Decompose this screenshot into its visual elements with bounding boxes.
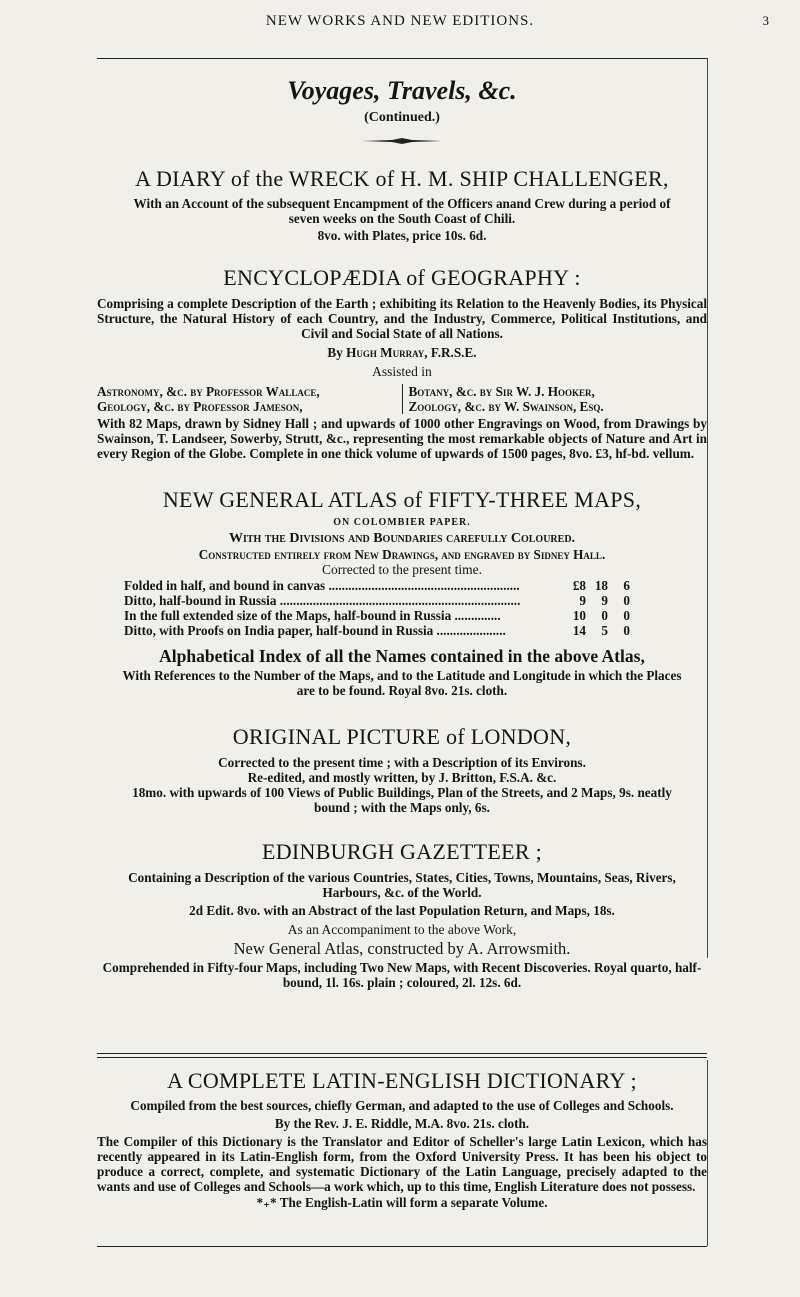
- entry-note: *₊* The English-Latin will form a separate Volume.: [256, 1195, 548, 1210]
- section-subtitle: (Continued.): [364, 110, 440, 125]
- index-description: With References to the Number of the Maps, and to the Latitude and Longitude in which the Places are to be found. Royal 8vo. 21s. cloth.: [122, 668, 682, 698]
- entry-line: With the Divisions and Boundaries carefully Coloured.: [228, 531, 576, 546]
- entry-line: 2d Edit. 8vo. with an Abstract of the last Population Return, and Maps, 18s.: [189, 903, 615, 918]
- price-pence: 0: [623, 608, 630, 623]
- entry-challenger: [97, 166, 707, 243]
- entry-encyclopaedia: [97, 265, 707, 461]
- contributor: Botany, &c. by Sir W. J. Hooker,: [408, 384, 595, 399]
- index-title: Alphabetical Index of all the Names contained in the above Atlas,: [159, 646, 645, 666]
- entry-line: Constructed entirely from New Drawings, and engraved by Sidney Hall.: [198, 547, 606, 562]
- entry-line: By the Rev. J. E. Riddle, M.A. 8vo. 21s. cloth.: [274, 1116, 530, 1131]
- page-body: [97, 76, 707, 1000]
- entry-line: Corrected to the present time ; with a Description of its Environs.: [218, 755, 586, 770]
- top-rule: [97, 58, 707, 59]
- entry-line: Containing a Description of the various Countries, States, Cities, Towns, Mountains, Seas, Rivers, Harbours, &c. of the World.: [128, 870, 676, 900]
- price-pence: 0: [623, 593, 630, 608]
- ornamental-rule-icon: [362, 138, 442, 144]
- entry-dictionary: [97, 1068, 707, 1210]
- bottom-rule: [97, 1246, 707, 1247]
- assisted-label: Assisted in: [372, 364, 432, 379]
- table-row: [124, 608, 630, 623]
- double-rule: [97, 1053, 707, 1058]
- page-number: 3: [762, 13, 770, 28]
- entry-line: Re-edited, and mostly written, by J. Britton, F.S.A. &c.: [247, 770, 557, 785]
- price-pence: 6: [623, 578, 630, 593]
- contributors: [97, 384, 707, 414]
- price-pence: 0: [623, 623, 630, 638]
- price-label: Ditto, half-bound in Russia .........................................................................: [124, 593, 521, 608]
- entry-title: ENCYCLOPÆDIA of GEOGRAPHY :: [223, 265, 581, 290]
- price-pounds: 14: [572, 623, 586, 638]
- entry-price: 8vo. with Plates, price 10s. 6d.: [317, 228, 487, 243]
- price-pounds: £8: [572, 578, 586, 593]
- price-shillings: 5: [601, 623, 608, 638]
- entry-body: The Compiler of this Dictionary is the Translator and Editor of Scheller's large Latin Lexicon, which has recently appeared in its Latin-English form, from the Oxford University Press. It has been his object to produce a correct, complete, and systematic Dictionary of the Latin Language, precisely adapted to the wants and use of Colleges and Schools—a work which, up to this time, English Literature does not possess.: [97, 1134, 707, 1194]
- price-shillings: 9: [601, 593, 608, 608]
- contributor: Astronomy, &c. by Professor Wallace,: [97, 384, 320, 399]
- entry-line: New General Atlas, constructed by A. Arrowsmith.: [233, 939, 571, 958]
- entry-subtitle: ON COLOMBIER PAPER.: [333, 517, 471, 528]
- entry-line: Comprehended in Fifty-four Maps, including Two New Maps, with Recent Discoveries. Royal quarto, half-bound, 1l. 16s. plain ; coloured, 2l. 12s. 6d.: [102, 960, 702, 990]
- contributor: Zoology, &c. by W. Swainson, Esq.: [408, 399, 604, 414]
- entry-description: Comprising a complete Description of the Earth ; exhibiting its Relation to the Heavenly Bodies, its Physical Structure, the Natural History of each Country, and the Industry, Commerce, Political Institutions, and Civil and Social State of all Nations.: [97, 296, 707, 341]
- page-body-lower: [97, 1068, 707, 1210]
- contributor: Geology, &c. by Professor Jameson,: [97, 399, 303, 414]
- entry-body: With 82 Maps, drawn by Sidney Hall ; and upwards of 1000 other Engravings on Wood, from Drawings by Swainson, T. Landseer, Sowerby, Strutt, &c., representing the most remarkable objects of Nature and Art in every Region of the Globe. Complete in one thick volume of upwards of 1500 pages, 8vo. £3, hf-bd. vellum.: [97, 416, 707, 461]
- entry-description: With an Account of the subsequent Encampment of the Officers anand Crew during a period of seven weeks on the South Coast of Chili.: [133, 196, 671, 226]
- table-row: [124, 593, 630, 608]
- running-header: [0, 13, 800, 30]
- price-pounds: 9: [579, 593, 586, 608]
- entry-gazetteer: [97, 839, 707, 990]
- entry-title: EDINBURGH GAZETTEER ;: [261, 839, 543, 864]
- entry-line: Compiled from the best sources, chiefly German, and adapted to the use of Colleges and Schools.: [130, 1098, 674, 1113]
- entry-title: A COMPLETE LATIN-ENGLISH DICTIONARY ;: [167, 1068, 637, 1093]
- price-table: [124, 578, 630, 638]
- price-label: In the full extended size of the Maps, half-bound in Russia ..............: [124, 608, 501, 623]
- price-label: Ditto, with Proofs on India paper, half-bound in Russia .....................: [124, 623, 506, 638]
- right-margin-line: [707, 58, 708, 958]
- price-pounds: 10: [572, 608, 586, 623]
- price-shillings: 0: [601, 608, 608, 623]
- price-shillings: 18: [594, 578, 608, 593]
- entry-title: A DIARY of the WRECK of H. M. SHIP CHALLENGER,: [135, 166, 669, 191]
- entry-atlas: [97, 487, 707, 698]
- price-label: Folded in half, and bound in canvas ..........................................................: [124, 578, 520, 593]
- table-row: [124, 623, 630, 638]
- entry-author: [97, 345, 707, 360]
- section-title: Voyages, Travels, &c.: [287, 76, 517, 105]
- entry-title: NEW GENERAL ATLAS of FIFTY-THREE MAPS,: [162, 487, 642, 512]
- table-row: [124, 578, 630, 593]
- header-title: NEW WORKS AND NEW EDITIONS.: [265, 13, 535, 29]
- right-margin-line: [707, 1060, 708, 1246]
- entry-title: ORIGINAL PICTURE of LONDON,: [232, 724, 572, 749]
- entry-line: 18mo. with upwards of 100 Views of Public Buildings, Plan of the Streets, and 2 Maps, 9s. neatly bound ; with the Maps only, 6s.: [132, 785, 672, 815]
- contributors-right: [409, 384, 708, 414]
- entry-london: [97, 724, 707, 815]
- author-name: Hugh Murray, F.R.S.E.: [346, 345, 477, 360]
- author-prefix: By: [327, 345, 343, 360]
- entry-line: Corrected to the present time.: [321, 562, 483, 577]
- contributors-left: [97, 384, 403, 414]
- entry-line: As an Accompaniment to the above Work,: [287, 922, 517, 937]
